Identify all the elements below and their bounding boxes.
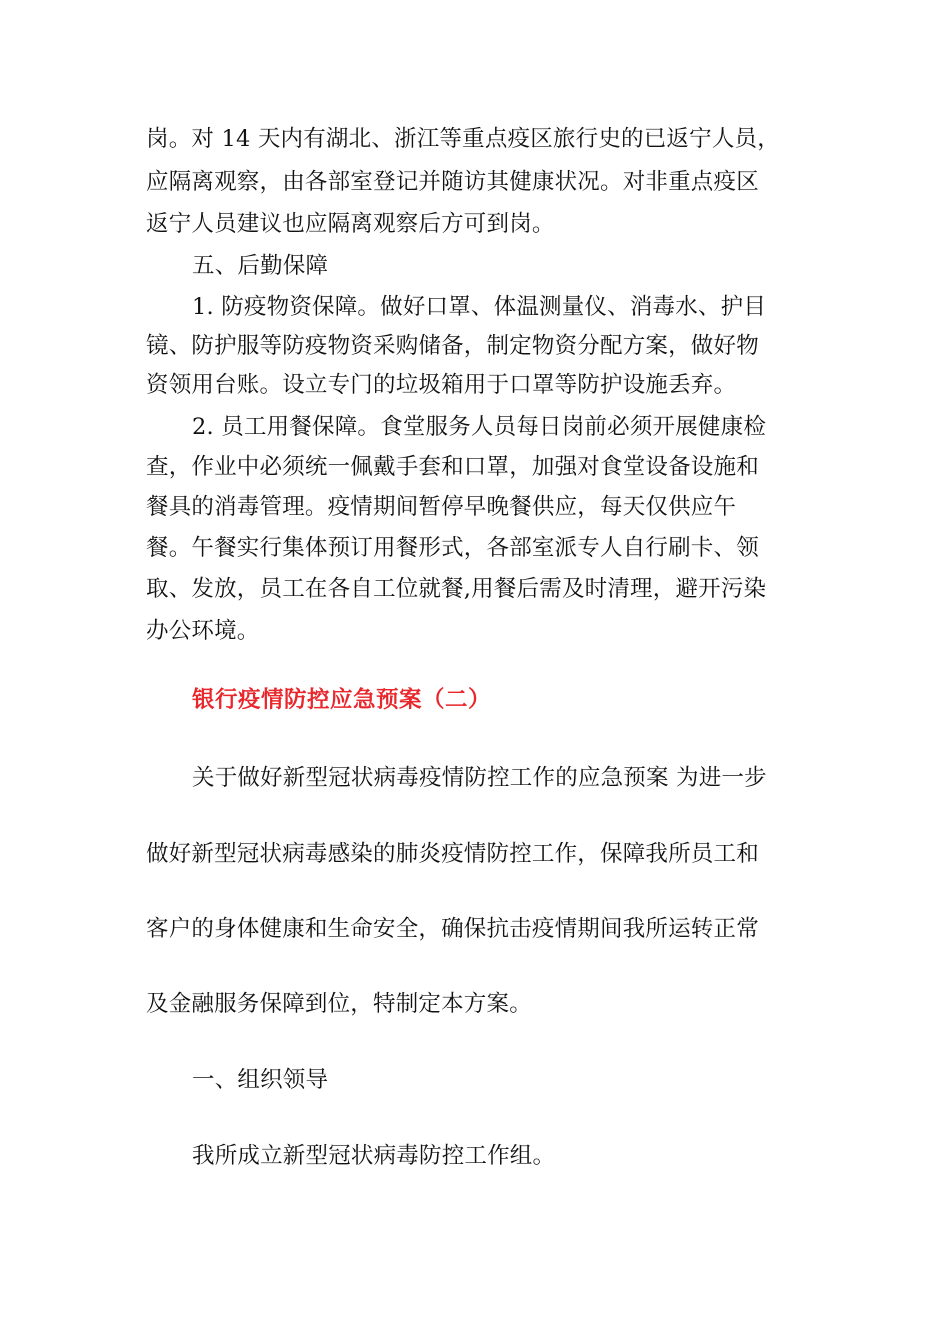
paragraph-line: 镜、防护服等防疫物资采购储备，制定物资分配方案，做好物 [146,333,759,359]
paragraph-line: 取、发放，员工在各自工位就餐,用餐后需及时清理，避开污染 [146,576,767,602]
paragraph-line: 1. 防疫物资保障。做好口罩、体温测量仪、消毒水、护目 [192,294,767,320]
paragraph-line: 及金融服务保障到位，特制定本方案。 [146,991,532,1017]
paragraph-line: 返宁人员建议也应隔离观察后方可到岗。 [146,211,555,237]
paragraph-line: 做好新型冠状病毒感染的肺炎疫情防控工作，保障我所员工和 [146,841,759,867]
section-heading: 五、后勤保障 [192,253,329,279]
paragraph-line: 客户的身体健康和生命安全，确保抗击疫情期间我所运转正常 [146,916,759,942]
paragraph-line: 应隔离观察，由各部室登记并随访其健康状况。对非重点疫区 [146,169,759,195]
paragraph-line: 查，作业中必须统一佩戴手套和口罩，加强对食堂设备设施和 [146,454,759,480]
paragraph-line: 关于做好新型冠状病毒疫情防控工作的应急预案 为进一步 [192,765,767,791]
paragraph-line: 资领用台账。设立专门的垃圾箱用于口罩等防护设施丢弃。 [146,372,737,398]
paragraph-line: 办公环境。 [146,618,260,644]
paragraph-line: 我所成立新型冠状病毒防控工作组。 [192,1143,556,1169]
section-heading: 一、组织领导 [192,1067,329,1093]
document-title: 银行疫情防控应急预案（二） [192,687,492,713]
paragraph-line: 2. 员工用餐保障。食堂服务人员每日岗前必须开展健康检 [192,414,767,440]
paragraph-line: 岗。对 14 天内有湖北、浙江等重点疫区旅行史的已返宁人员， [146,126,780,152]
paragraph-line: 餐。午餐实行集体预订用餐形式，各部室派专人自行刷卡、领 [146,535,759,561]
paragraph-line: 餐具的消毒管理。疫情期间暂停早晚餐供应，每天仅供应午 [146,494,737,520]
